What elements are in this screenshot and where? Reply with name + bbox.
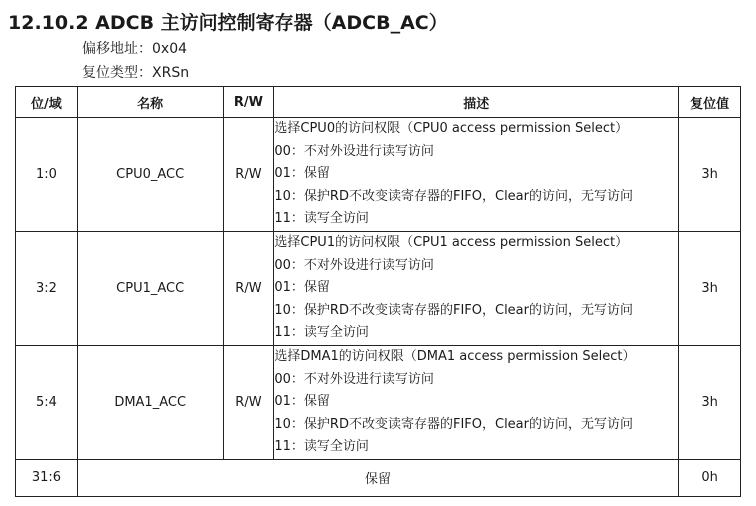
reset-type-label: 复位类型： <box>82 65 152 81</box>
description-line: 00：不对外设进行读写访问 <box>274 371 434 387</box>
reset-cell: 3h <box>679 118 741 232</box>
reset-type-value: XRSn <box>152 65 190 81</box>
description-line: 选择CPU0的访问权限（CPU0 access permission Select） <box>274 121 629 136</box>
table-row <box>16 118 741 232</box>
description-line: 11：读写全访问 <box>274 439 369 455</box>
description-line: 00：不对外设进行读写访问 <box>274 143 434 159</box>
description-line: 01：保留 <box>274 166 330 182</box>
section-title: 12.10.2 ADCB 主访问控制寄存器（ADCB_AC） <box>8 12 448 34</box>
offset-label: 偏移地址： <box>82 41 152 57</box>
description-line: 选择DMA1的访问权限（DMA1 access permission Select） <box>274 348 636 364</box>
description-line: 10：保护RD不改变读寄存器的FIFO，Clear的访问，无写访问 <box>274 416 633 432</box>
table-row <box>16 345 741 459</box>
bits-cell: 5:4 <box>16 345 78 459</box>
description-line: 11：读写全访问 <box>274 325 369 341</box>
bits-cell: 1:0 <box>16 118 78 232</box>
reset-type <box>82 62 189 82</box>
description-line: 10：保护RD不改变读寄存器的FIFO，Clear的访问，无写访问 <box>274 302 633 318</box>
description-line: 10：保护RD不改变读寄存器的FIFO，Clear的访问，无写访问 <box>274 188 633 204</box>
field-name-cell: CPU1_ACC <box>77 231 223 345</box>
rw-cell: R/W <box>223 231 274 345</box>
field-name-cell: DMA1_ACC <box>77 345 223 459</box>
column-header-reset: 复位值 <box>679 87 741 118</box>
description-line: 01：保留 <box>274 394 330 410</box>
offset-value: 0x04 <box>152 41 188 57</box>
bits-cell: 3:2 <box>16 231 78 345</box>
rw-cell: R/W <box>223 345 274 459</box>
table-row <box>16 231 741 345</box>
description-line: 00：不对外设进行读写访问 <box>274 257 434 273</box>
bits-cell: 31:6 <box>16 459 78 496</box>
offset-address <box>82 38 187 58</box>
column-header-rw: R/W <box>223 87 274 118</box>
description-cell <box>274 118 679 232</box>
field-name-cell: CPU0_ACC <box>77 118 223 232</box>
reset-cell: 0h <box>679 459 741 496</box>
description-line: 11：读写全访问 <box>274 211 369 227</box>
register-table <box>15 86 741 497</box>
reset-cell: 3h <box>679 345 741 459</box>
description-line: 01：保留 <box>274 280 330 296</box>
reserved-row <box>16 459 741 496</box>
description-cell <box>274 345 679 459</box>
description-line: 选择CPU1的访问权限（CPU1 access permission Select） <box>274 234 629 250</box>
reserved-label-cell: 保留 <box>77 459 678 496</box>
description-cell <box>274 231 679 345</box>
reset-cell: 3h <box>679 231 741 345</box>
table-header-row <box>16 87 741 118</box>
column-header-bits: 位/域 <box>16 87 78 118</box>
rw-cell: R/W <box>223 118 274 232</box>
column-header-name: 名称 <box>77 87 223 118</box>
column-header-description: 描述 <box>274 87 679 118</box>
